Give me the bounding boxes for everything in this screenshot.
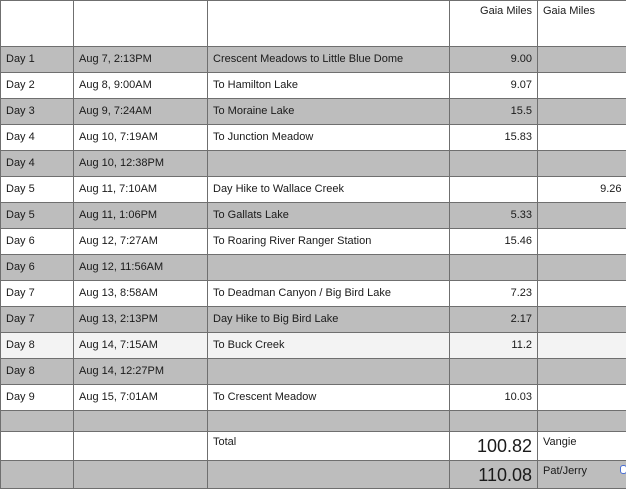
miles2-cell[interactable]: [538, 385, 626, 411]
table-row: [1, 229, 626, 255]
empty-cell[interactable]: [74, 411, 208, 432]
total-name-pat-jerry[interactable]: Pat/Jerry: [538, 461, 626, 489]
header-gaia-miles-2[interactable]: Gaia Miles: [538, 1, 626, 47]
empty-cell[interactable]: [74, 461, 208, 489]
blank-row: [1, 411, 626, 432]
table-row: [1, 151, 626, 177]
time-cell[interactable]: Aug 10, 7:19AM: [74, 125, 208, 151]
table-row: [1, 359, 626, 385]
empty-cell[interactable]: [74, 432, 208, 461]
description-cell[interactable]: Day Hike to Wallace Creek: [208, 177, 450, 203]
empty-cell[interactable]: [1, 461, 74, 489]
miles-cell[interactable]: [450, 177, 538, 203]
description-cell[interactable]: Crescent Meadows to Little Blue Dome: [208, 47, 450, 73]
miles2-cell[interactable]: [538, 125, 626, 151]
time-cell[interactable]: Aug 12, 7:27AM: [74, 229, 208, 255]
description-cell[interactable]: To Moraine Lake: [208, 99, 450, 125]
table-row: [1, 281, 626, 307]
table-row: [1, 125, 626, 151]
time-cell[interactable]: Aug 11, 1:06PM: [74, 203, 208, 229]
miles2-cell[interactable]: [538, 333, 626, 359]
day-cell[interactable]: Day 1: [1, 47, 74, 73]
header-cell-a[interactable]: [1, 1, 74, 47]
description-cell[interactable]: To Gallats Lake: [208, 203, 450, 229]
miles-cell[interactable]: [450, 255, 538, 281]
miles-cell[interactable]: 15.5: [450, 99, 538, 125]
miles-cell[interactable]: 15.83: [450, 125, 538, 151]
time-cell[interactable]: Aug 13, 8:58AM: [74, 281, 208, 307]
day-cell[interactable]: Day 3: [1, 99, 74, 125]
total-label[interactable]: Total: [208, 432, 450, 461]
selection-handle[interactable]: [620, 465, 626, 474]
miles2-cell[interactable]: [538, 151, 626, 177]
empty-cell[interactable]: [1, 432, 74, 461]
description-cell[interactable]: To Junction Meadow: [208, 125, 450, 151]
total-value-vangie[interactable]: 100.82: [450, 432, 538, 461]
empty-cell[interactable]: [1, 411, 74, 432]
day-cell[interactable]: Day 2: [1, 73, 74, 99]
total-value-pat-jerry[interactable]: 110.08: [450, 461, 538, 489]
time-cell[interactable]: Aug 12, 11:56AM: [74, 255, 208, 281]
day-cell[interactable]: Day 7: [1, 307, 74, 333]
description-cell[interactable]: [208, 151, 450, 177]
time-cell[interactable]: Aug 14, 12:27PM: [74, 359, 208, 385]
miles-cell[interactable]: 10.03: [450, 385, 538, 411]
miles2-cell[interactable]: [538, 281, 626, 307]
description-cell[interactable]: To Buck Creek: [208, 333, 450, 359]
miles-cell[interactable]: 5.33: [450, 203, 538, 229]
miles-cell[interactable]: 7.23: [450, 281, 538, 307]
header-row: [1, 1, 626, 47]
total-row-2: [1, 461, 626, 489]
time-cell[interactable]: Aug 9, 7:24AM: [74, 99, 208, 125]
day-cell[interactable]: Day 4: [1, 151, 74, 177]
miles-cell[interactable]: 9.00: [450, 47, 538, 73]
day-cell[interactable]: Day 6: [1, 229, 74, 255]
total-name-vangie[interactable]: Vangie: [538, 432, 626, 461]
table-row: [1, 203, 626, 229]
header-cell-c[interactable]: [208, 1, 450, 47]
table-row: [1, 177, 626, 203]
description-cell[interactable]: [208, 255, 450, 281]
table-row: [1, 385, 626, 411]
miles2-cell[interactable]: [538, 359, 626, 385]
miles2-cell[interactable]: [538, 47, 626, 73]
miles2-cell[interactable]: [538, 73, 626, 99]
description-cell[interactable]: To Hamilton Lake: [208, 73, 450, 99]
description-cell[interactable]: Day Hike to Big Bird Lake: [208, 307, 450, 333]
miles2-cell[interactable]: [538, 99, 626, 125]
table-row: [1, 307, 626, 333]
description-cell[interactable]: [208, 359, 450, 385]
time-cell[interactable]: Aug 13, 2:13PM: [74, 307, 208, 333]
empty-cell[interactable]: [450, 411, 538, 432]
time-cell[interactable]: Aug 11, 7:10AM: [74, 177, 208, 203]
table-row: [1, 73, 626, 99]
day-cell[interactable]: Day 5: [1, 177, 74, 203]
description-cell[interactable]: To Crescent Meadow: [208, 385, 450, 411]
empty-cell[interactable]: [208, 411, 450, 432]
table-row: [1, 99, 626, 125]
empty-cell[interactable]: [538, 411, 626, 432]
day-cell[interactable]: Day 4: [1, 125, 74, 151]
time-cell[interactable]: Aug 7, 2:13PM: [74, 47, 208, 73]
total-row: [1, 432, 626, 461]
miles2-cell[interactable]: [538, 255, 626, 281]
day-cell[interactable]: Day 8: [1, 359, 74, 385]
table-row: [1, 47, 626, 73]
miles-cell[interactable]: 9.07: [450, 73, 538, 99]
day-cell[interactable]: Day 8: [1, 333, 74, 359]
time-cell[interactable]: Aug 8, 9:00AM: [74, 73, 208, 99]
day-cell[interactable]: Day 9: [1, 385, 74, 411]
miles-cell[interactable]: [450, 359, 538, 385]
day-cell[interactable]: Day 5: [1, 203, 74, 229]
miles2-cell[interactable]: [538, 229, 626, 255]
time-cell[interactable]: Aug 14, 7:15AM: [74, 333, 208, 359]
miles2-cell[interactable]: [538, 203, 626, 229]
header-cell-b[interactable]: [74, 1, 208, 47]
description-cell[interactable]: To Roaring River Ranger Station: [208, 229, 450, 255]
header-gaia-miles[interactable]: Gaia Miles: [450, 1, 538, 47]
table-row: [1, 333, 626, 359]
time-cell[interactable]: Aug 15, 7:01AM: [74, 385, 208, 411]
empty-cell[interactable]: [208, 461, 450, 489]
miles2-cell[interactable]: 9.26: [538, 177, 626, 203]
miles2-cell[interactable]: [538, 307, 626, 333]
description-cell[interactable]: To Deadman Canyon / Big Bird Lake: [208, 281, 450, 307]
miles-cell[interactable]: 2.17: [450, 307, 538, 333]
day-cell[interactable]: Day 6: [1, 255, 74, 281]
time-cell[interactable]: Aug 10, 12:38PM: [74, 151, 208, 177]
miles-cell[interactable]: 11.2: [450, 333, 538, 359]
day-cell[interactable]: Day 7: [1, 281, 74, 307]
table-row: [1, 255, 626, 281]
miles-cell[interactable]: [450, 151, 538, 177]
miles-cell[interactable]: 15.46: [450, 229, 538, 255]
